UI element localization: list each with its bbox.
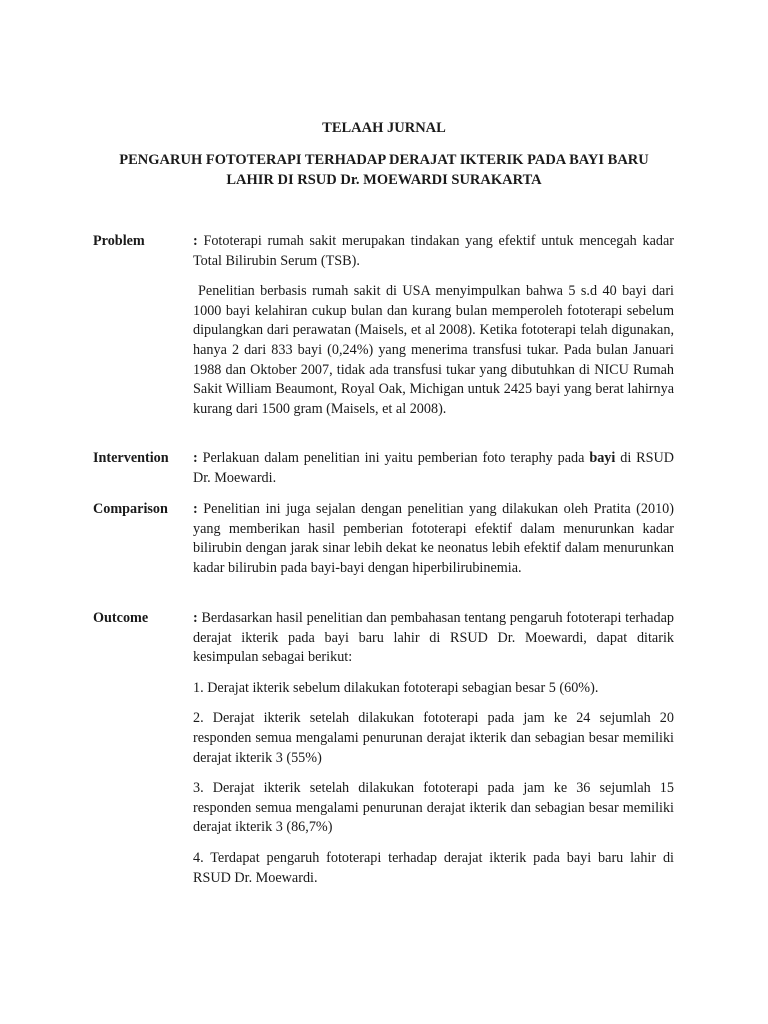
- problem-colon: :: [193, 233, 198, 249]
- problem-paragraph-1: [193, 232, 674, 271]
- comparison-colon: :: [193, 501, 198, 517]
- intervention-label: Intervention: [93, 450, 169, 466]
- problem-label: Problem: [93, 233, 145, 249]
- outcome-body: [193, 609, 674, 888]
- problem-text-1: Fototerapi rumah sakit merupakan tindakan yang efektif untuk mencegah kadar Total Bilirubin Serum (TSB).: [193, 233, 674, 269]
- outcome-item-3: 3. Derajat ikterik setelah dilakukan fototerapi pada jam ke 36 sejumlah 15 responden semua mengalami penurunan derajat ikterik dan sebagian besar memiliki derajat ikterik 3 (86,7%): [193, 780, 674, 836]
- intervention-text-bold: bayi: [589, 450, 616, 466]
- comparison-label: Comparison: [93, 501, 168, 517]
- journal-title-line-2: LAHIR DI RSUD Dr. MOEWARDI SURAKARTA: [226, 172, 542, 188]
- document-type-heading: TELAAH JURNAL: [322, 120, 446, 136]
- outcome-item-4: 4. Terdapat pengaruh fototerapi terhadap derajat ikterik pada bayi baru lahir di RSUD Dr. Moewardi.: [193, 849, 674, 886]
- journal-title: [60, 150, 708, 190]
- outcome-colon: :: [193, 610, 198, 626]
- journal-title-line-1: PENGARUH FOTOTERAPI TERHADAP DERAJAT IKTERIK PADA BAYI BARU: [119, 152, 649, 168]
- comparison-body: [193, 500, 674, 578]
- comparison-paragraph: [193, 500, 674, 578]
- intervention-paragraph: [193, 449, 674, 488]
- intervention-text-before: Perlakuan dalam penelitian ini yaitu pemberian foto teraphy pada: [197, 450, 590, 466]
- comparison-text: Penelitian ini juga sejalan dengan penelitian yang dilakukan oleh Pratita (2010) yang memberikan hasil pemberian fototerapi efektif dalam menurunkan kadar bilirubin dengan jarak sinar lebih dekat ke neonatus lebih efektif dalam menurunkan kadar bilirubin pada bayi-bayi dengan hiperbilirubinemia.: [193, 501, 674, 576]
- outcome-item-2: 2. Derajat ikterik setelah dilakukan fototerapi pada jam ke 24 sejumlah 20 responden semua mengalami penurunan derajat ikterik dan sebagian besar memiliki derajat ikterik 3 (55%): [193, 710, 674, 766]
- problem-body: [193, 232, 674, 419]
- intervention-text-after: di RSUD Dr. Moewardi.: [193, 450, 674, 486]
- problem-paragraph-2: Penelitian berbasis rumah sakit di USA menyimpulkan bahwa 5 s.d 40 bayi dari 1000 bayi kelahiran cukup bulan dan kurang bulan memperoleh fototerapi sebelum dipulangkan dari perawatan (Maisels, et al 2008). Ketika fototerapi telah digunakan, hanya 2 dari 833 bayi (0,24%) yang menerima transfusi tukar. Pada bulan Januari 1988 dan Oktober 2007, tidak ada transfusi tukar yang dibutuhkan di NICU Rumah Sakit William Beaumont, Royal Oak, Michigan untuk 2425 bayi yang berat lahirnya kurang dari 1500 gram (Maisels, et al 2008).: [193, 283, 674, 417]
- intervention-colon: :: [193, 450, 198, 466]
- outcome-label: Outcome: [93, 610, 149, 626]
- outcome-item-1: 1. Derajat ikterik sebelum dilakukan fototerapi sebagian besar 5 (60%).: [193, 679, 599, 696]
- outcome-intro-text: Berdasarkan hasil penelitian dan pembahasan tentang pengaruh fototerapi terhadap derajat ikterik pada bayi baru lahir di RSUD Dr. Moewardi, dapat ditarik kesimpulan sebagai berikut:: [193, 610, 674, 666]
- outcome-intro: [193, 609, 674, 668]
- intervention-body: [193, 449, 674, 488]
